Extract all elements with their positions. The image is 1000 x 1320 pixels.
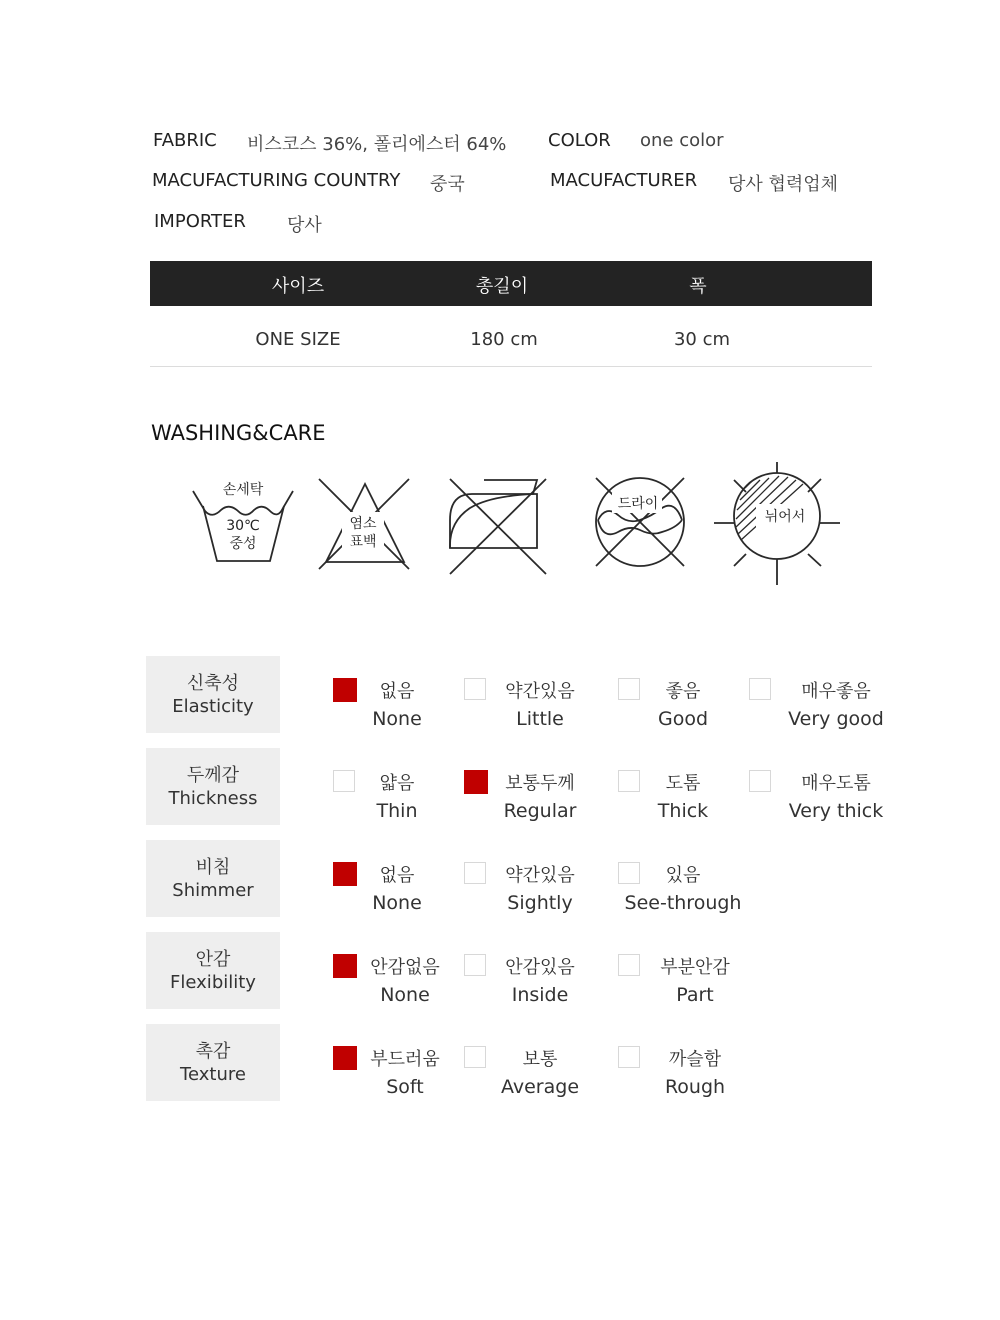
option-checkbox[interactable] [464,678,486,700]
no-iron-icon [450,479,546,574]
size-table-header [150,261,872,306]
color-label: COLOR [548,130,611,151]
size-value: ONE SIZE [255,329,341,350]
option-label-en: Inside [511,984,569,1006]
fabric-label: FABRIC [153,130,217,151]
option-checkbox[interactable] [749,678,771,700]
option-label-kr: 없음 [379,865,415,886]
option-label-kr: 매우좋음 [801,681,871,702]
option-label-en: Very good [788,708,884,730]
importer-value: 당사 [287,215,322,236]
size-header-size: 사이즈 [271,276,325,297]
option-label-kr: 약간있음 [505,681,575,702]
fabric-value: 비스코스 36%, 폴리에스터 64% [247,134,507,155]
manufacturer-label: MACUFACTURER [550,170,698,191]
option-checkbox[interactable] [618,678,640,700]
option-label-kr: 좋음 [665,681,701,702]
option-label-kr: 보통 [522,1049,558,1070]
color-value: one color [640,130,724,151]
option-checkbox[interactable] [749,770,771,792]
property-label-kr: 신축성 [186,673,240,694]
option-label-en: Regular [503,800,577,822]
property-label-en: Flexibility [170,972,256,993]
property-label-kr: 안감 [195,949,231,970]
option-label-kr: 도톰 [665,773,701,794]
option-label-en: Soft [386,1076,424,1098]
size-header-width: 폭 [689,276,707,297]
option-checkbox[interactable] [333,678,357,702]
property-label-box [146,656,280,733]
country-value: 중국 [430,174,465,195]
property-label-kr: 촉감 [195,1041,231,1062]
option-label-en: Sightly [507,892,573,914]
manufacturer-value: 당사 협력업체 [728,174,839,195]
property-label-kr: 두께감 [186,765,240,786]
option-label-kr: 있음 [665,865,701,886]
option-checkbox[interactable] [618,862,640,884]
care-icons [0,455,1000,590]
option-checkbox[interactable] [333,862,357,886]
hand-wash-neutral: 중성 [229,536,257,552]
option-checkbox[interactable] [333,1046,357,1070]
option-label-en: Thin [376,800,418,822]
option-checkbox[interactable] [618,954,640,976]
option-label-en: Good [657,708,709,730]
option-label-en: Rough [664,1076,726,1098]
option-label-kr: 안감있음 [505,957,575,978]
option-label-kr: 안감없음 [370,957,440,978]
option-label-en: Very thick [788,800,884,822]
property-label-box [146,840,280,917]
shade-dry-text: 뉘어서 [764,509,806,525]
option-label-en: None [380,984,430,1006]
option-checkbox[interactable] [333,954,357,978]
property-label-box [146,748,280,825]
hand-wash-text: 손세탁 [222,482,264,498]
property-label-box [146,932,280,1009]
dry-clean-text: 드라이 [617,496,659,512]
option-label-kr: 까슬함 [668,1049,722,1070]
option-label-kr: 부분안감 [660,957,730,978]
country-label: MACUFACTURING COUNTRY [152,170,401,191]
option-label-kr: 부드러움 [370,1049,440,1070]
option-checkbox[interactable] [464,770,488,794]
option-label-kr: 보통두께 [505,773,575,794]
option-checkbox[interactable] [464,1046,486,1068]
option-checkbox[interactable] [464,862,486,884]
option-label-kr: 없음 [379,681,415,702]
option-label-kr: 얇음 [379,773,415,794]
property-label-kr: 비침 [195,857,231,878]
bleach-text-1: 염소 [349,516,377,532]
option-label-en: Average [500,1076,580,1098]
length-value: 180 cm [470,329,538,350]
no-dry-clean-icon [596,478,684,566]
width-value: 30 cm [673,329,731,350]
option-checkbox[interactable] [464,954,486,976]
property-label-en: Elasticity [172,696,254,717]
option-label-kr: 매우도톰 [801,773,871,794]
property-label-en: Thickness [168,788,258,809]
bleach-text-2: 표백 [349,534,377,550]
option-label-en: Little [516,708,564,730]
care-title: WASHING&CARE [151,421,326,445]
property-label-box [146,1024,280,1101]
size-header-length: 총길이 [475,276,529,297]
option-label-en: See-through [624,892,742,914]
property-label-en: Texture [180,1064,246,1085]
option-label-en: Thick [657,800,709,822]
option-checkbox[interactable] [618,1046,640,1068]
option-label-en: None [372,892,422,914]
option-label-kr: 약간있음 [505,865,575,886]
option-label-en: Part [676,984,714,1006]
size-table-divider [150,366,872,367]
option-label-en: None [372,708,422,730]
option-checkbox[interactable] [618,770,640,792]
option-checkbox[interactable] [333,770,355,792]
property-label-en: Shimmer [172,880,254,901]
hand-wash-temp: 30℃ [226,518,260,534]
importer-label: IMPORTER [154,211,246,232]
